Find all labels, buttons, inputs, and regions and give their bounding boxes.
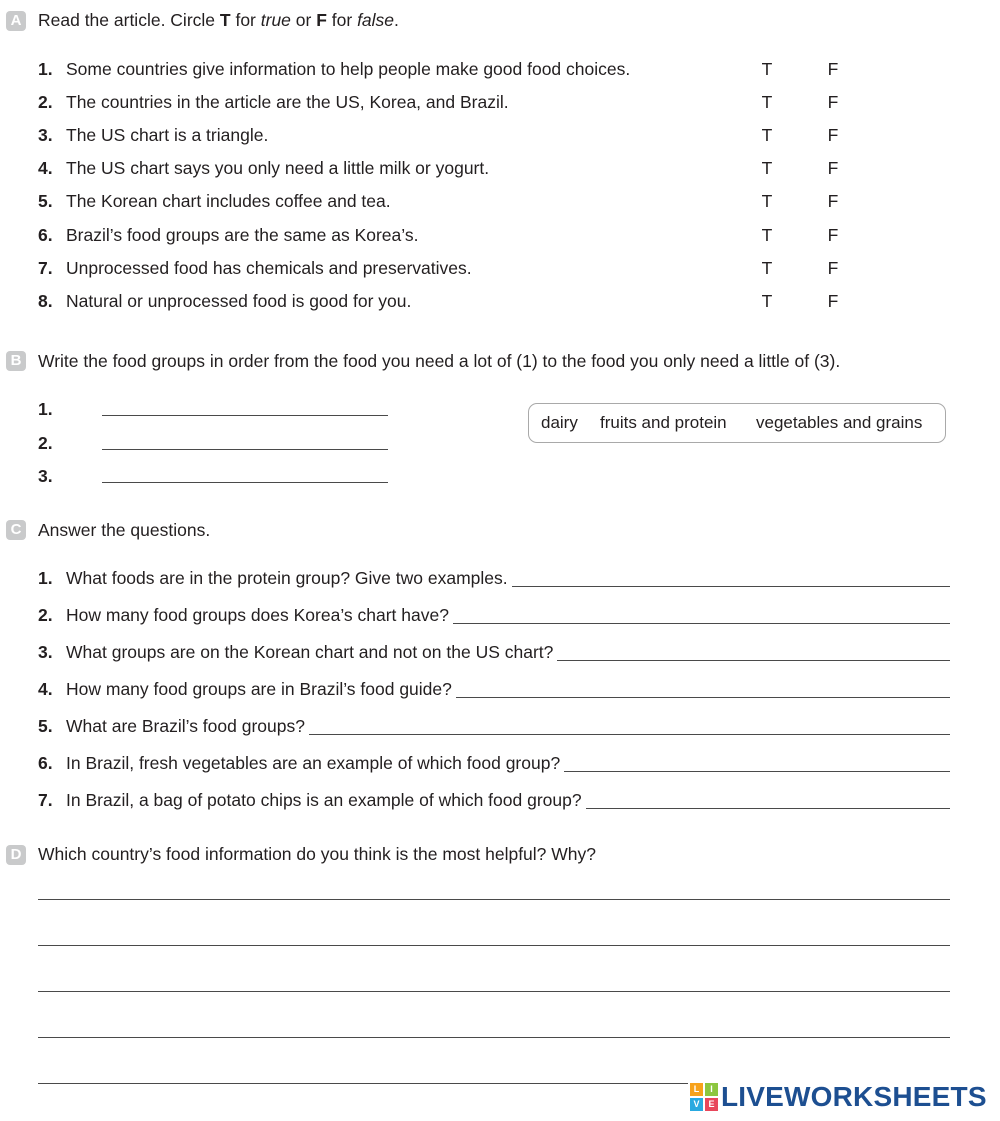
question-item [38, 716, 950, 740]
section-a-badge: A [6, 11, 26, 31]
item-text: Brazil’s food groups are the same as Korea’s. [66, 225, 419, 245]
answer-line[interactable] [586, 790, 950, 809]
item-number: 5. [38, 191, 53, 211]
question-text: What groups are on the Korean chart and not on the US chart? [66, 642, 554, 662]
writing-line-2[interactable] [38, 945, 950, 946]
question-item [38, 568, 950, 592]
answer-line[interactable] [102, 449, 388, 450]
item-number: 2. [38, 92, 53, 112]
true-option[interactable]: T [761, 125, 773, 145]
false-option[interactable]: F [827, 191, 839, 211]
item-text: Natural or unprocessed food is good for you. [66, 291, 412, 311]
item-text: The US chart is a triangle. [66, 125, 269, 145]
section-c-badge: C [6, 520, 26, 540]
logo-letter: L [690, 1083, 703, 1096]
answer-line[interactable] [564, 753, 950, 772]
answer-line[interactable] [512, 568, 950, 587]
section-b-badge: B [6, 351, 26, 371]
tf-item [38, 191, 839, 215]
tf-item [38, 125, 839, 149]
order-blank-2 [38, 433, 53, 457]
false-option[interactable]: F [827, 158, 839, 178]
liveworksheets-logo[interactable] [690, 1081, 987, 1113]
true-option[interactable]: T [761, 191, 773, 211]
answer-line[interactable] [102, 482, 388, 483]
item-number: 4. [38, 158, 53, 178]
item-number: 7. [38, 258, 53, 278]
question-text: What foods are in the protein group? Give two examples. [66, 568, 508, 588]
true-option[interactable]: T [761, 291, 773, 311]
word-dairy: dairy [541, 413, 578, 432]
answer-line[interactable] [102, 415, 388, 416]
logo-letter: V [690, 1098, 703, 1111]
order-blank-number: 2. [38, 433, 53, 453]
section-c-instruction: Answer the questions. [38, 520, 211, 540]
answer-line[interactable] [453, 605, 950, 624]
section-b-instruction: Write the food groups in order from the food you need a lot of (1) to the food you only need a little of (3). [38, 351, 841, 371]
false-option[interactable]: F [827, 92, 839, 112]
question-text: How many food groups are in Brazil’s food guide? [66, 679, 452, 699]
true-option[interactable]: T [761, 158, 773, 178]
tf-item [38, 59, 839, 83]
word-vegetables-grains: vegetables and grains [756, 413, 923, 432]
question-text: What are Brazil’s food groups? [66, 716, 305, 736]
tf-item [38, 225, 839, 249]
question-text: In Brazil, fresh vegetables are an example of which food group? [66, 753, 561, 773]
writing-line-5[interactable] [38, 1083, 688, 1084]
item-text: Some countries give information to help people make good food choices. [66, 59, 631, 79]
tf-item [38, 291, 839, 315]
order-blank-3 [38, 466, 53, 490]
answer-line[interactable] [557, 642, 950, 661]
false-option[interactable]: F [827, 59, 839, 79]
question-number: 5. [38, 716, 53, 736]
word-box [528, 403, 946, 443]
writing-line-3[interactable] [38, 991, 950, 992]
tf-item [38, 158, 839, 182]
item-number: 3. [38, 125, 53, 145]
writing-line-4[interactable] [38, 1037, 950, 1038]
question-number: 2. [38, 605, 53, 625]
question-item [38, 605, 950, 629]
question-item [38, 753, 950, 777]
section-d-instruction: Which country’s food information do you think is the most helpful? Why? [38, 844, 597, 864]
false-option[interactable]: F [827, 291, 839, 311]
question-number: 1. [38, 568, 53, 588]
true-option[interactable]: T [761, 92, 773, 112]
logo-letter: I [705, 1083, 718, 1096]
question-number: 6. [38, 753, 53, 773]
question-item [38, 679, 950, 703]
true-option[interactable]: T [761, 59, 773, 79]
logo-letter: E [705, 1098, 718, 1111]
item-number: 1. [38, 59, 53, 79]
tf-item [38, 258, 839, 282]
item-text: The US chart says you only need a little milk or yogurt. [66, 158, 490, 178]
item-number: 6. [38, 225, 53, 245]
false-option[interactable]: F [827, 125, 839, 145]
logo-text: LIVEWORKSHEETS [721, 1081, 987, 1112]
item-text: The countries in the article are the US, Korea, and Brazil. [66, 92, 509, 112]
question-text: In Brazil, a bag of potato chips is an example of which food group? [66, 790, 582, 810]
writing-line-1[interactable] [38, 899, 950, 900]
item-text: Unprocessed food has chemicals and preservatives. [66, 258, 472, 278]
false-option[interactable]: F [827, 258, 839, 278]
true-option[interactable]: T [761, 225, 773, 245]
question-number: 3. [38, 642, 53, 662]
false-option[interactable]: F [827, 225, 839, 245]
order-blank-1 [38, 399, 53, 423]
order-blank-number: 3. [38, 466, 53, 486]
logo-mark-icon [690, 1083, 718, 1111]
section-a-instruction: Read the article. Circle T for true or F for false. [38, 10, 399, 30]
tf-item [38, 92, 839, 116]
question-text: How many food groups does Korea’s chart have? [66, 605, 449, 625]
true-option[interactable]: T [761, 258, 773, 278]
question-item [38, 790, 950, 814]
question-number: 7. [38, 790, 53, 810]
word-fruits-protein: fruits and protein [600, 413, 727, 432]
question-item [38, 642, 950, 666]
answer-line[interactable] [309, 716, 950, 735]
section-d-badge: D [6, 845, 26, 865]
item-text: The Korean chart includes coffee and tea. [66, 191, 391, 211]
order-blank-number: 1. [38, 399, 53, 419]
answer-line[interactable] [456, 679, 950, 698]
item-number: 8. [38, 291, 53, 311]
question-number: 4. [38, 679, 53, 699]
